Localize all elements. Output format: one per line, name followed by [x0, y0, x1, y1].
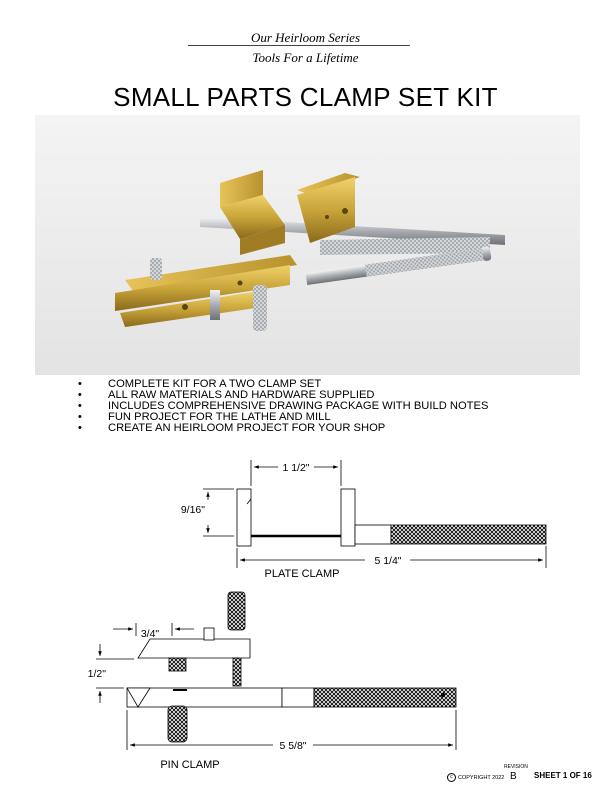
sheet-number: SHEET 1 OF 16: [534, 771, 592, 780]
photo-background: [35, 115, 580, 375]
series-line-2: Tools For a Lifetime: [252, 50, 359, 65]
technical-drawings: [0, 440, 611, 795]
feature-list: [78, 379, 488, 434]
plate-clamp-drawing: [203, 460, 546, 568]
copyright-text: COPYRIGHT 2022: [458, 774, 505, 781]
plate-height-dim: 9/16": [180, 504, 205, 516]
series-heading: [0, 30, 611, 66]
pin-jaw-dim: 3/4": [140, 628, 160, 640]
feature-item: • INCLUDES COMPREHENSIVE DRAWING PACKAGE WITH BUILD NOTES: [78, 401, 488, 412]
plate-clamp-label: PLATE CLAMP: [264, 568, 340, 580]
revision-value: B: [510, 771, 517, 782]
feature-item: • ALL RAW MATERIALS AND HARDWARE SUPPLIED: [78, 390, 488, 401]
pin-clamp-label: PIN CLAMP: [160, 759, 220, 771]
pin-length-dim: 5 5/8": [279, 740, 307, 752]
title-block: [0, 762, 611, 792]
revision-label: REVISION: [504, 764, 528, 770]
pin-clamp-drawing: [96, 592, 456, 750]
feature-item: • CREATE AN HEIRLOOM PROJECT FOR YOUR SHOP: [78, 423, 488, 434]
pin-height-dim: 1/2": [87, 668, 106, 680]
copyright-icon: c: [447, 773, 456, 782]
plate-width-dim: 1 1/2": [282, 462, 310, 474]
feature-item: • FUN PROJECT FOR THE LATHE AND MILL: [78, 412, 488, 423]
series-divider: [188, 45, 410, 46]
page-title: SMALL PARTS CLAMP SET KIT: [113, 82, 498, 112]
plate-length-dim: 5 1/4": [374, 555, 402, 567]
copyright: [447, 773, 504, 782]
product-photo: [35, 115, 580, 375]
series-line-1: Our Heirloom Series: [250, 30, 361, 45]
feature-item: • COMPLETE KIT FOR A TWO CLAMP SET: [78, 379, 488, 390]
